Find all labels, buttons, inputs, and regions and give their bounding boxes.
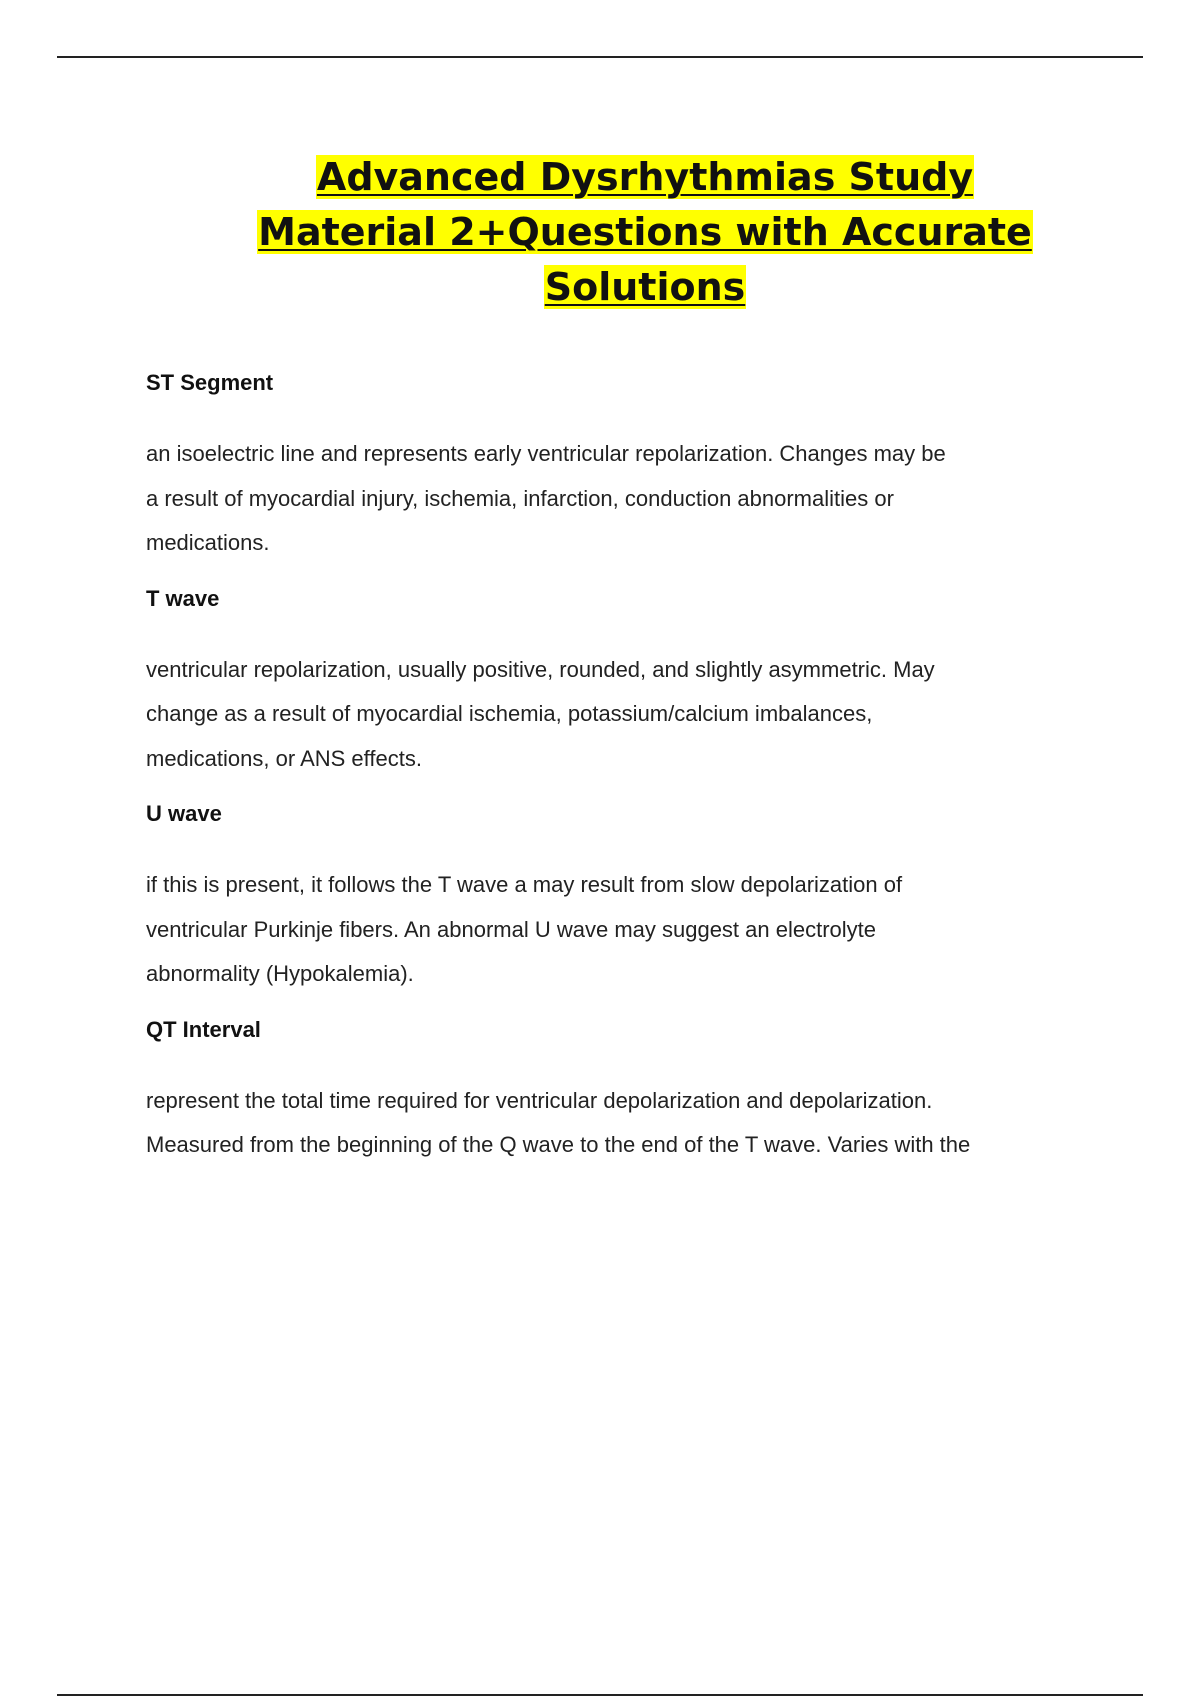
definition-text — [146, 863, 1046, 997]
term-heading: ST Segment — [146, 370, 274, 395]
definition-line: abnormality (Hypokalemia). — [146, 961, 414, 986]
definition-line: represent the total time required for ventricular depolarization and depolarization. — [146, 1087, 933, 1113]
definition-line: medications, or ANS effects. — [146, 745, 422, 771]
definition-line: ventricular Purkinje fibers. An abnormal U wave may suggest an electrolyte — [146, 916, 877, 942]
definition-line: ventricular repolarization, usually positive, rounded, and slightly asymmetric. May — [146, 656, 935, 682]
definition-line: if this is present, it follows the T wave a may result from slow depolarization of — [146, 872, 903, 897]
document-body — [146, 368, 1046, 1168]
definition-text — [146, 1079, 1046, 1168]
definition-line: Measured from the beginning of the Q wave to the end of the T wave. Varies with the — [146, 1132, 971, 1157]
term-heading: U wave — [146, 801, 222, 826]
definition-line: medications. — [146, 530, 270, 555]
entry-t-wave — [146, 584, 1046, 800]
title-line: Material 2+Questions with Accurate — [258, 210, 1032, 254]
definition-line: change as a result of myocardial ischemia, potassium/calcium imbalances, — [146, 701, 873, 726]
definition-line: a result of myocardial injury, ischemia, infarction, conduction abnormalities or — [146, 485, 894, 511]
entry-u-wave — [146, 799, 1046, 1015]
definition-line: an isoelectric line and represents early ventricular repolarization. Changes may be — [146, 441, 946, 466]
footer-rule — [57, 1694, 1143, 1696]
definition-text — [146, 648, 1046, 782]
document-title — [240, 150, 1050, 315]
entry-qt-interval — [146, 1015, 1046, 1168]
entry-st-segment — [146, 368, 1046, 584]
term-heading: T wave — [146, 585, 220, 611]
definition-text — [146, 432, 1046, 566]
title-line: Advanced Dysrhythmias Study — [316, 155, 974, 199]
term-heading: QT Interval — [146, 1016, 261, 1042]
header-rule — [57, 56, 1143, 58]
title-line: Solutions — [544, 265, 746, 309]
